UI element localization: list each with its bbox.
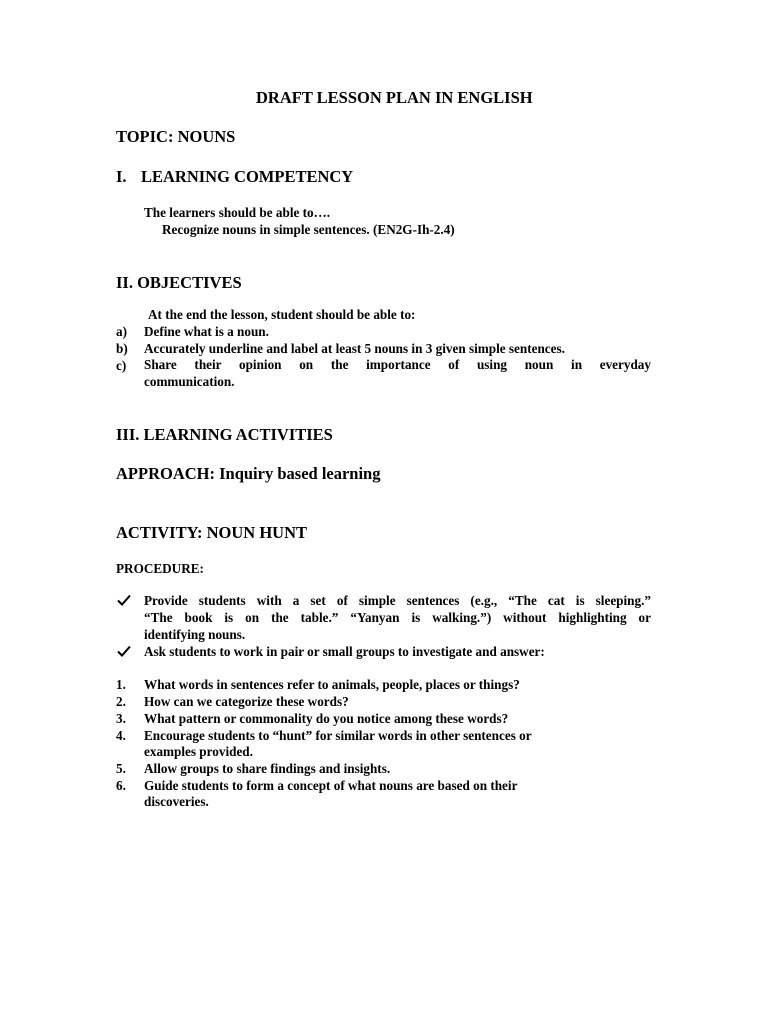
checkmark-icon xyxy=(117,645,131,657)
step-text: What pattern or commonality do you notice among these words? xyxy=(144,711,509,726)
step-number: 2. xyxy=(116,694,126,709)
objectives-intro: At the end the lesson, student should be able to: xyxy=(148,307,416,322)
step-number: 5. xyxy=(116,761,126,776)
competency-heading-number: I. xyxy=(116,167,127,186)
step-text: Allow groups to share findings and insights. xyxy=(144,761,391,776)
procedure-label: PROCEDURE: xyxy=(116,561,204,576)
checkmark-icon xyxy=(117,594,131,606)
step-text: discoveries. xyxy=(144,794,209,809)
step-number: 4. xyxy=(116,728,126,743)
step-number: 1. xyxy=(116,677,126,692)
procedure-bullet-line: Provide students with a set of simple sentences (e.g., “The cat is sleeping.” xyxy=(144,593,651,608)
step-text: Encourage students to “hunt” for similar words in other sentences or xyxy=(144,728,532,743)
objective-text-line: Share their opinion on the importance of using noun in everyday xyxy=(144,357,651,372)
competency-item: Recognize nouns in simple sentences. (EN2G-Ih-2.4) xyxy=(162,222,455,237)
competency-intro: The learners should be able to…. xyxy=(144,205,331,220)
step-text: How can we categorize these words? xyxy=(144,694,349,709)
objective-text: Define what is a noun. xyxy=(144,324,269,339)
activities-heading: III. LEARNING ACTIVITIES xyxy=(116,425,333,444)
step-text: What words in sentences refer to animals, people, places or things? xyxy=(144,677,520,692)
objectives-heading: II. OBJECTIVES xyxy=(116,273,242,292)
step-text: Guide students to form a concept of what nouns are based on their xyxy=(144,778,518,793)
competency-heading: LEARNING COMPETENCY xyxy=(141,167,354,186)
approach-heading: APPROACH: Inquiry based learning xyxy=(116,464,381,483)
topic-heading: TOPIC: NOUNS xyxy=(116,127,236,146)
step-number: 3. xyxy=(116,711,126,726)
objective-text-line: communication. xyxy=(144,374,235,389)
procedure-bullet-line: “The book is on the table.” “Yanyan is walking.”) without highlighting or xyxy=(144,610,651,625)
procedure-bullet-line: identifying nouns. xyxy=(144,627,246,642)
document-title: DRAFT LESSON PLAN IN ENGLISH xyxy=(256,88,533,107)
objective-label: a) xyxy=(116,324,127,339)
objective-label: c) xyxy=(116,358,127,373)
objective-text: Accurately underline and label at least 5 nouns in 3 given simple sentences. xyxy=(144,341,565,356)
step-number: 6. xyxy=(116,778,126,793)
step-text: examples provided. xyxy=(144,744,253,759)
objective-label: b) xyxy=(116,341,128,356)
activity-heading: ACTIVITY: NOUN HUNT xyxy=(116,523,307,542)
procedure-bullet-line: Ask students to work in pair or small groups to investigate and answer: xyxy=(144,644,545,659)
